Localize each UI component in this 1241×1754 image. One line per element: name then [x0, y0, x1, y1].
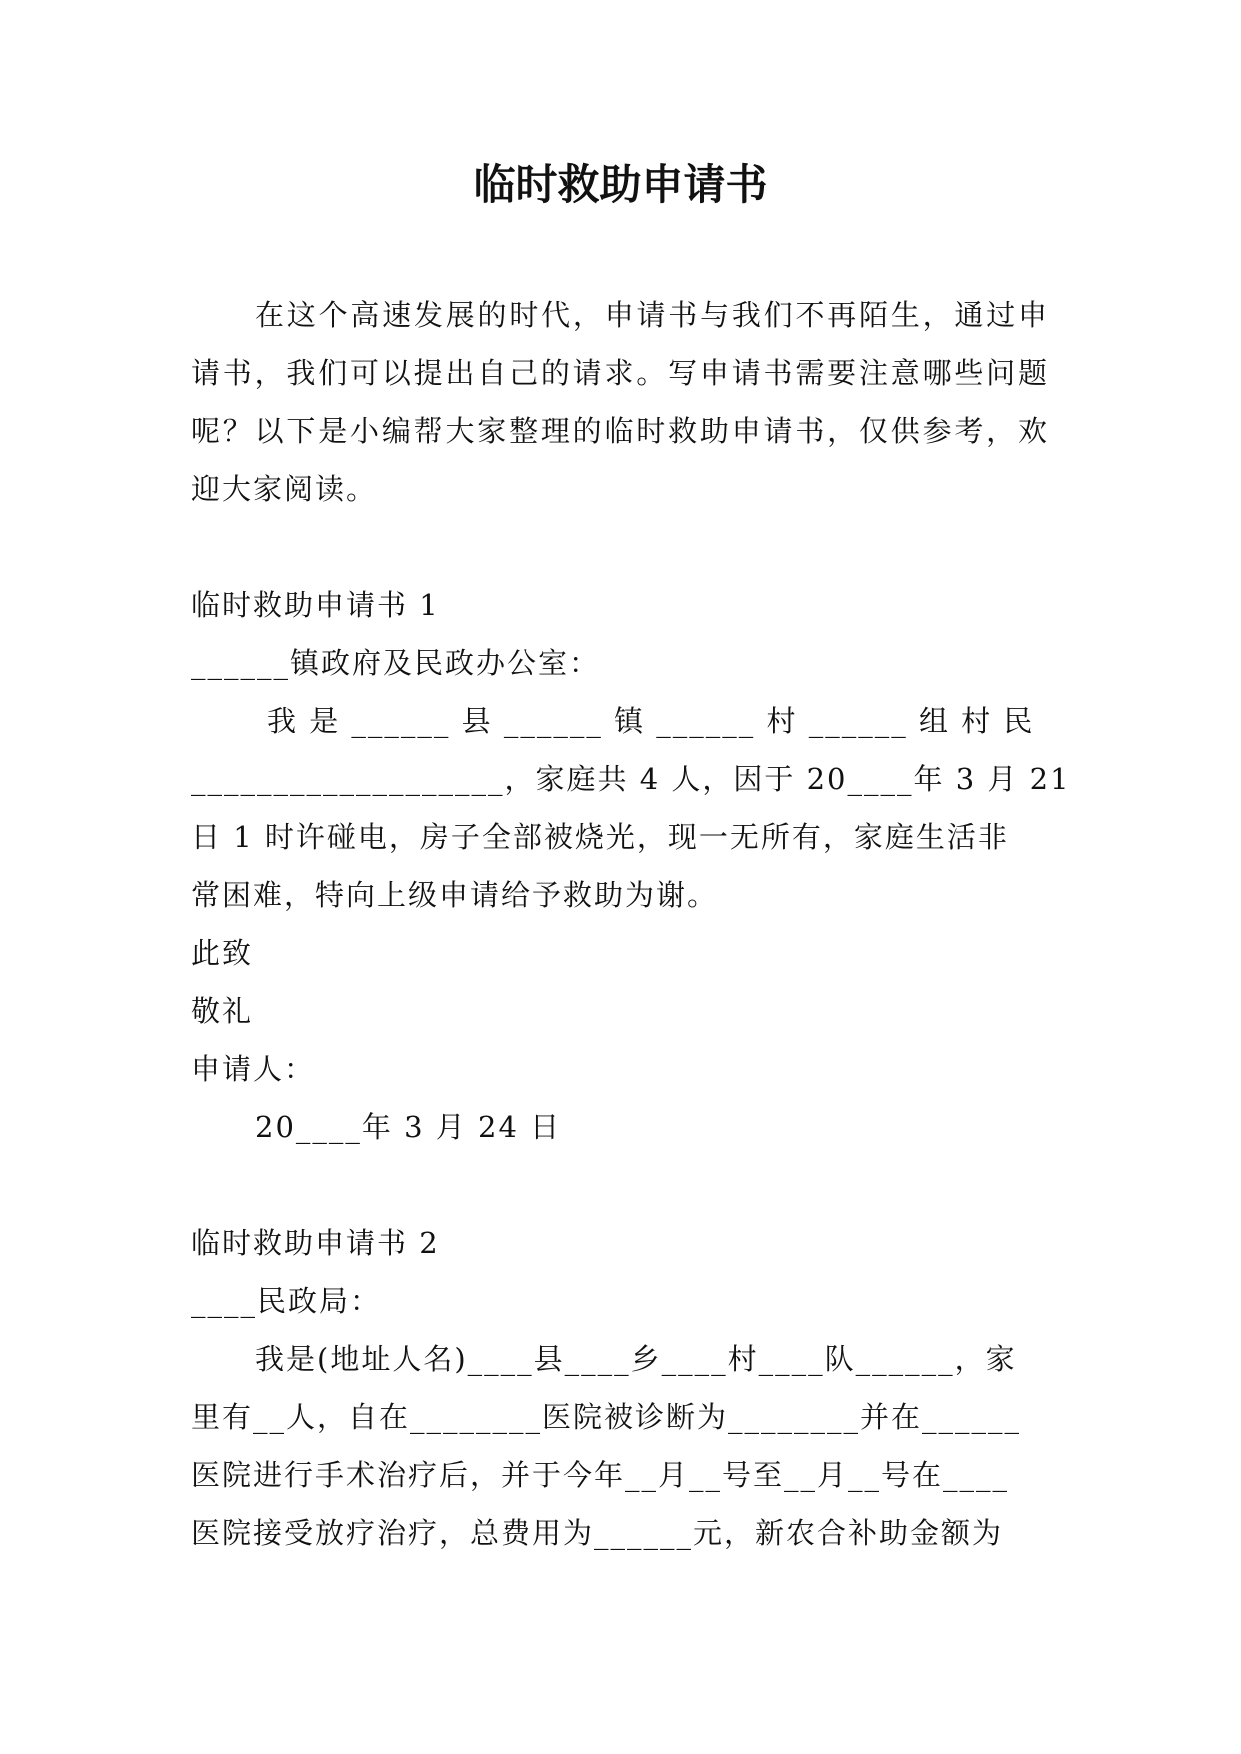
section1-heading: 临时救助申请书 1 — [191, 588, 440, 622]
section2-body-line3: 医院进行手术治疗后，并于今年__月__号至__月__号在____ — [191, 1458, 1010, 1492]
section1-body-line3: 日 1 时许碰电，房子全部被烧光，现一无所有，家庭生活非 — [191, 820, 1009, 854]
section1-body-line1: 我 是 ______ 县 ______ 镇 ______ 村 ______ 组 村 民 — [267, 704, 1035, 738]
section2-addressee: ____民政局： — [191, 1284, 382, 1318]
section2-heading: 临时救助申请书 2 — [191, 1226, 440, 1260]
section2-body-line1: 我是(地址人名)____县____乡____村____队______，家 — [255, 1342, 1017, 1376]
section1-body-line4: 常困难，特向上级申请给予救助为谢。 — [191, 878, 719, 912]
section1-addressee: ______镇政府及民政办公室： — [191, 646, 601, 680]
section1-closing-1: 此致 — [191, 936, 254, 970]
spacer — [191, 1156, 1049, 1214]
section2-body-line2: 里有__人，自在________医院被诊断为________并在______ — [191, 1400, 1022, 1434]
section1-date: 20____年 3 月 24 日 — [255, 1110, 562, 1144]
spacer — [191, 518, 1049, 576]
intro-paragraph: 在这个高速发展的时代，申请书与我们不再陌生，通过申请书，我们可以提出自己的请求。写申请书需要注意哪些问题呢？以下是小编帮大家整理的临时救助申请书，仅供参考，欢迎大家阅读。 — [191, 298, 1049, 506]
section1-closing-2: 敬礼 — [191, 994, 254, 1028]
document-title: 临时救助申请书 — [473, 160, 768, 209]
section1-applicant: 申请人： — [191, 1052, 316, 1086]
section1-body-line2: ___________________，家庭共 4 人，因于 20____年 3 月 21 — [191, 762, 1071, 796]
section2-body-line4: 医院接受放疗治疗，总费用为______元，新农合补助金额为 — [191, 1516, 1004, 1550]
document-body — [191, 286, 1071, 1562]
